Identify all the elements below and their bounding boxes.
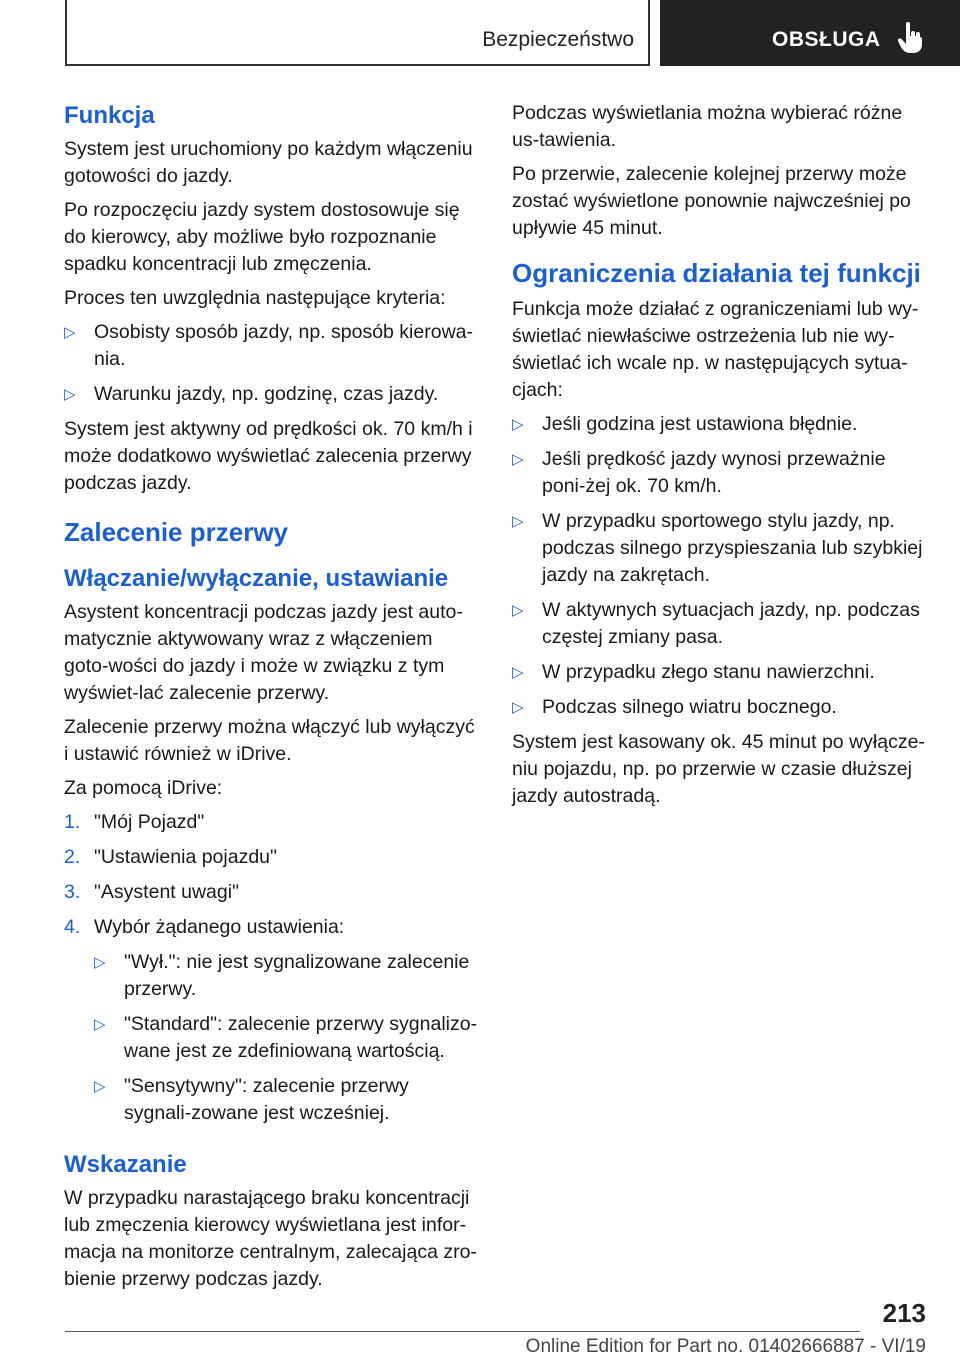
paragraph: Asystent koncentracji podczas jazdy jest auto‐matycznie aktywowany wraz z włączeniem goto‐wości do jazdy i może w związku z tym wyświet‐lać zalecenie przerwy. — [64, 601, 463, 704]
section-title: Bezpieczeństwo — [482, 28, 634, 51]
step-item: 4. Wybór żądanego ustawienia: ▷ "Wył.": nie jest sygnalizowane zalecenie przerwy. ▷ "Standard": zalecenie przerwy sygnalizo‐wane jest ze zdefiniowaną wartością. ▷ "Sensytywny": zalecenie przerwy sygnali‐zowane jest wcześniej. — [64, 914, 478, 1127]
heading-funkcja: Funkcja — [64, 102, 155, 129]
list-item: ▷ W przypadku złego stanu nawierzchni. — [512, 659, 927, 686]
page-number: 213 — [882, 1298, 926, 1328]
chapter-tab[interactable] — [660, 0, 960, 66]
steps-list — [64, 809, 478, 1127]
triangle-bullet-icon: ▷ — [512, 602, 524, 619]
triangle-bullet-icon: ▷ — [512, 416, 524, 433]
left-column — [64, 100, 478, 1300]
section-tab[interactable] — [65, 0, 650, 66]
option-item: ▷ "Standard": zalecenie przerwy sygnalizo‐wane jest ze zdefiniowaną wartością. — [94, 1013, 478, 1062]
heading-zalecenie-przerwy: Zalecenie przerwy — [64, 517, 288, 547]
step-item: 3. "Asystent uwagi" — [64, 881, 239, 903]
paragraph: Proces ten uwzględnia następujące kryteria: — [64, 287, 446, 309]
footer-divider — [65, 1331, 860, 1332]
paragraph: Funkcja może działać z ograniczeniami lub wy‐świetlać niewłaściwe ostrzeżenia lub nie wy‐świetlać ich wcale np. w następujących sytua‐cjach: — [512, 298, 919, 401]
paragraph: Zalecenie przerwy można włączyć lub wyłączyć i ustawić również w iDrive. — [64, 716, 475, 765]
list-item: ▷ Jeśli godzina jest ustawiona błędnie. — [512, 411, 927, 438]
situations-list — [512, 411, 927, 721]
heading-wlaczanie: Włączanie/wyłączanie, ustawianie — [64, 565, 449, 592]
page-header — [0, 0, 960, 66]
right-column — [512, 100, 927, 817]
list-item: ▷ W przypadku sportowego stylu jazdy, np. podczas silnego przyspieszania lub szybkiej jazdy na zakrętach. — [512, 510, 923, 586]
criteria-list — [64, 319, 478, 408]
paragraph: System jest uruchomiony po każdym włączeniu gotowości do jazdy. — [64, 138, 473, 187]
triangle-bullet-icon: ▷ — [512, 513, 524, 530]
footer-edition: Online Edition for Part no. 01402666887 - VI/19 — [525, 1336, 926, 1357]
step-item: 2. "Ustawienia pojazdu" — [64, 846, 277, 868]
list-item: ▷ Podczas silnego wiatru bocznego. — [512, 694, 927, 721]
hand-pointer-icon — [898, 22, 924, 54]
option-item: ▷ "Sensytywny": zalecenie przerwy sygnali‐zowane jest wcześniej. — [94, 1075, 409, 1124]
option-item: ▷ "Wył.": nie jest sygnalizowane zalecenie przerwy. — [94, 951, 470, 1000]
chapter-title: OBSŁUGA — [772, 28, 881, 51]
paragraph: Po przerwie, zalecenie kolejnej przerwy może zostać wyświetlone ponownie najwcześniej po upływie 45 minut. — [512, 163, 911, 239]
list-item: ▷ Warunku jazdy, np. godzinę, czas jazdy. — [64, 381, 478, 408]
triangle-bullet-icon: ▷ — [94, 1078, 106, 1095]
triangle-bullet-icon: ▷ — [512, 664, 524, 681]
triangle-bullet-icon: ▷ — [94, 1016, 106, 1033]
paragraph: W przypadku narastającego braku koncentracji lub zmęczenia kierowcy wyświetlana jest infor‐macja na monitorze centralnym, zalecająca zro‐bienie przerwy podczas jazdy. — [64, 1187, 477, 1290]
heading-ograniczenia: Ograniczenia działania tej funkcji — [512, 258, 921, 288]
step-item: 1. "Mój Pojazd" — [64, 811, 205, 833]
paragraph: System jest aktywny od prędkości ok. 70 km/h i może dodatkowo wyświetlać zalecenia przerwy podczas jazdy. — [64, 418, 473, 494]
list-item: ▷ Jeśli prędkość jazdy wynosi przeważnie poni‐żej ok. 70 km/h. — [512, 448, 886, 497]
heading-wskazanie: Wskazanie — [64, 1151, 187, 1178]
list-item: ▷ W aktywnych sytuacjach jazdy, np. podczas częstej zmiany pasa. — [512, 599, 920, 648]
triangle-bullet-icon: ▷ — [512, 699, 524, 716]
options-list — [94, 949, 478, 1127]
paragraph: Podczas wyświetlania można wybierać różne us‐tawienia. — [512, 102, 903, 151]
paragraph: Po rozpoczęciu jazdy system dostosowuje się do kierowcy, aby możliwe było rozpoznanie spadku koncentracji lub zmęczenia. — [64, 199, 460, 275]
triangle-bullet-icon: ▷ — [64, 386, 76, 403]
triangle-bullet-icon: ▷ — [64, 324, 76, 341]
paragraph: Za pomocą iDrive: — [64, 777, 223, 799]
triangle-bullet-icon: ▷ — [512, 451, 524, 468]
triangle-bullet-icon: ▷ — [94, 954, 106, 971]
list-item: ▷ Osobisty sposób jazdy, np. sposób kierowa‐nia. — [64, 321, 473, 370]
paragraph: System jest kasowany ok. 45 minut po wyłącze‐niu pojazdu, np. po przerwie w czasie dłuższej jazdy autostradą. — [512, 731, 925, 807]
